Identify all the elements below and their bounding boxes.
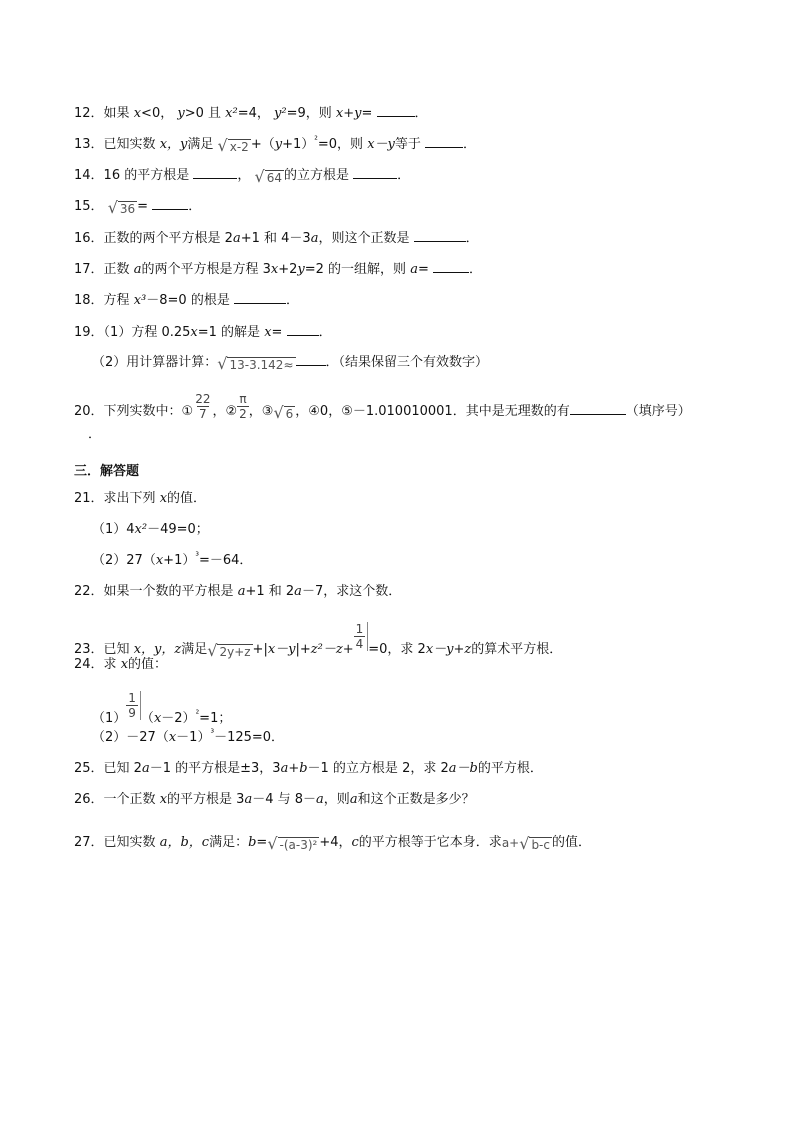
question-number: 14． xyxy=(74,168,104,183)
superscript: ² xyxy=(195,709,200,720)
answer-blank[interactable] xyxy=(433,260,469,273)
text: ． xyxy=(285,293,299,308)
var-x: x xyxy=(264,325,272,340)
text: ． xyxy=(463,137,477,152)
fraction-22-7 xyxy=(193,392,212,421)
text: 已知实数 xyxy=(103,835,156,850)
var-x-cubed: x³ xyxy=(133,293,147,308)
var-a: a xyxy=(232,231,241,246)
answer-blank[interactable] xyxy=(234,291,286,304)
text: 16 的平方根是 xyxy=(103,168,190,183)
answer-blank[interactable] xyxy=(152,197,188,210)
denominator: 4 xyxy=(355,637,364,651)
text: =2 的一组解，则 xyxy=(304,262,407,277)
text: 满足 xyxy=(181,642,208,657)
expr-z-squared: z²－z+ xyxy=(310,642,354,657)
text: 已知实数 xyxy=(103,137,156,152)
text: （ xyxy=(140,711,154,726)
question-24 xyxy=(74,656,167,674)
text: 如果一个数的平方根是 xyxy=(103,584,234,599)
text: （2）27（ xyxy=(92,553,156,568)
question-16 xyxy=(74,229,479,248)
text: 已知 xyxy=(103,642,130,657)
sqrt-formula: √ b-c xyxy=(519,834,550,853)
var-b: b xyxy=(248,835,257,850)
text: ． xyxy=(414,106,428,121)
var-x: x xyxy=(159,792,168,807)
text: －1 的立方根是 2，求 2 xyxy=(307,761,449,776)
text: =0，求 2 xyxy=(368,642,426,657)
question-21-part1 xyxy=(92,521,209,539)
text: 的平方根． xyxy=(477,761,543,776)
question-24-part1 xyxy=(92,691,232,728)
radicand: 13-3.142≈ xyxy=(229,358,294,372)
text: 的立方根是 xyxy=(284,168,350,183)
var-c: c xyxy=(351,835,359,850)
sqrt-formula: √ 64 xyxy=(254,167,283,186)
numerator: 1 xyxy=(355,622,364,636)
question-number: 12． xyxy=(74,106,104,121)
question-number: 19． xyxy=(74,325,104,340)
var-xyz: x，y，z xyxy=(133,642,182,657)
answer-blank[interactable] xyxy=(296,353,326,366)
text: 的平方根等于它本身．求 xyxy=(358,835,502,850)
question-20 xyxy=(74,392,691,421)
text: ． xyxy=(88,427,102,442)
text: 一个正数 xyxy=(103,792,156,807)
var-a: a xyxy=(349,792,358,807)
var-x: x xyxy=(159,491,168,506)
denominator: 2 xyxy=(239,407,247,421)
question-21-part2 xyxy=(92,552,252,570)
text: 下列实数中：① xyxy=(103,404,194,419)
question-number: 21． xyxy=(74,491,104,506)
text: －1） xyxy=(176,730,211,745)
expr-x-plus-y: x+y xyxy=(335,106,362,121)
text: －7，求这个数． xyxy=(301,584,402,599)
text: 正数的两个平方根是 2 xyxy=(103,231,233,246)
var-a: a xyxy=(244,792,253,807)
question-number: 24． xyxy=(74,657,104,672)
text: 满足 xyxy=(187,137,214,152)
text: =－64． xyxy=(198,553,253,568)
question-14 xyxy=(74,166,410,185)
text: 的值： xyxy=(128,657,168,672)
var-a: a xyxy=(310,231,319,246)
text: ，③ xyxy=(248,404,274,419)
var-y: y xyxy=(177,106,185,121)
expr-a-minus-b: a－b xyxy=(448,761,478,776)
var-x: x xyxy=(155,553,164,568)
text: 的值． xyxy=(167,491,207,506)
sqrt-formula: √ 36 xyxy=(107,198,136,217)
text: （2）用计算器计算： xyxy=(92,355,218,370)
var-x: x xyxy=(270,262,279,277)
question-24-part2 xyxy=(92,729,284,747)
text: =9，则 xyxy=(286,106,332,121)
var-y: y xyxy=(274,137,283,152)
sqrt-formula: √ -(a-3)² xyxy=(267,834,318,853)
question-number: 20． xyxy=(74,404,104,419)
expr-a-plus-b: a+b xyxy=(280,761,308,776)
text: ． xyxy=(397,168,411,183)
text: 等于 xyxy=(394,137,421,152)
var-x: x xyxy=(190,325,198,340)
text: 已知 2 xyxy=(103,761,142,776)
answer-blank[interactable] xyxy=(414,229,466,242)
numerator: π xyxy=(239,392,247,406)
text: 和这个正数是多少？ xyxy=(357,792,475,807)
question-12 xyxy=(74,104,428,123)
text: =1； xyxy=(199,711,232,726)
text: －4 与 8－ xyxy=(252,792,317,807)
text: +| xyxy=(252,642,268,657)
text: 求出下列 xyxy=(103,491,156,506)
expr-x-minus-y: x－y xyxy=(367,137,395,152)
superscript: ² xyxy=(314,135,318,146)
superscript: ³ xyxy=(210,728,215,739)
expr-x-minus-y: x－y xyxy=(267,642,296,657)
text: －49=0； xyxy=(147,522,209,537)
text: =0，则 xyxy=(317,137,364,152)
text: <0， xyxy=(141,106,174,121)
radicand: 64 xyxy=(266,171,283,185)
text: +（ xyxy=(250,137,275,152)
text: = xyxy=(271,325,283,340)
expr-2x-y-z: x－y+z xyxy=(425,642,472,657)
answer-blank[interactable] xyxy=(425,135,463,148)
var-a: a xyxy=(133,262,142,277)
question-27 xyxy=(74,834,591,852)
question-number: 16． xyxy=(74,231,104,246)
answer-blank[interactable] xyxy=(353,166,397,179)
answer-blank[interactable] xyxy=(287,323,319,336)
var-x: x xyxy=(168,730,177,745)
var-abc: a，b，c xyxy=(159,835,210,850)
question-number: 17． xyxy=(74,262,104,277)
denominator: 9 xyxy=(128,706,136,720)
question-22 xyxy=(74,583,401,601)
radicand: x-2 xyxy=(229,140,249,154)
text: +4， xyxy=(319,835,352,850)
question-25 xyxy=(74,760,543,778)
fraction-pi-2 xyxy=(237,392,249,421)
question-number: 26． xyxy=(74,792,104,807)
text: ．（结果保留三个有效数字） xyxy=(325,355,489,370)
text: 方程 xyxy=(103,293,130,308)
var-x-squared: x² xyxy=(225,106,238,121)
text: 如果 xyxy=(103,106,130,121)
text: +1） xyxy=(282,137,315,152)
question-number: 18． xyxy=(74,293,104,308)
var-xy: x，y xyxy=(159,137,188,152)
text: 的两个平方根是方程 3 xyxy=(141,262,271,277)
text: －125=0． xyxy=(214,730,285,745)
fraction-1-4 xyxy=(354,622,369,651)
radicand: 2y+z xyxy=(219,645,251,659)
var-x: x xyxy=(120,657,129,672)
question-17 xyxy=(74,260,482,279)
answer-blank[interactable] xyxy=(570,402,626,415)
text: 正数 xyxy=(103,262,130,277)
question-23 xyxy=(74,622,563,660)
text: 满足： xyxy=(209,835,249,850)
text: （1）方程 0.25 xyxy=(103,325,191,340)
question-18 xyxy=(74,291,299,310)
numerator: 22 xyxy=(195,392,211,406)
text: ，④0，⑤－1.010010001．其中是无理数的有 xyxy=(295,404,570,419)
answer-blank[interactable] xyxy=(377,104,415,117)
sqrt-formula: √ 2y+z xyxy=(207,641,251,660)
text: +1） xyxy=(163,553,196,568)
text: 求 xyxy=(103,657,117,672)
text: 的算术平方根． xyxy=(471,642,563,657)
question-number: 27． xyxy=(74,835,104,850)
text: ，② xyxy=(212,404,238,419)
var-x: x xyxy=(153,711,162,726)
text: |+ xyxy=(295,642,311,657)
var-x: x xyxy=(133,106,142,121)
question-number: 23． xyxy=(74,642,104,657)
text: （1）4 xyxy=(92,522,135,537)
text: =4， xyxy=(237,106,270,121)
denominator: 7 xyxy=(199,407,207,421)
var-a: a xyxy=(294,584,302,599)
section-heading: 三．解答题 xyxy=(74,464,140,479)
text: +1 和 4－3 xyxy=(240,231,311,246)
fraction-1-9 xyxy=(126,691,141,720)
superscript: ³ xyxy=(195,551,199,562)
question-19 xyxy=(74,323,332,342)
var-a: a xyxy=(237,584,246,599)
text: 的平方根是 3 xyxy=(167,792,245,807)
text: －8=0 的根是 xyxy=(146,293,230,308)
question-26 xyxy=(74,791,475,809)
question-number: 15． xyxy=(74,199,104,214)
text: ，则这个正数是 xyxy=(318,231,410,246)
var-y-squared: y² xyxy=(274,106,287,121)
text: = xyxy=(417,262,429,277)
text: （填序号） xyxy=(625,404,691,419)
text: >0 且 xyxy=(184,106,222,121)
text: = xyxy=(256,835,268,850)
question-number: 22． xyxy=(74,584,104,599)
text: = xyxy=(137,199,149,214)
var-a: a xyxy=(410,262,418,277)
question-20-end xyxy=(88,426,101,444)
text: ，则 xyxy=(323,792,350,807)
sqrt-formula: √ 13-3.142≈ xyxy=(217,354,294,373)
text: = xyxy=(361,106,373,121)
text: ． xyxy=(465,231,479,246)
var-a: a xyxy=(316,792,324,807)
radicand: b-c xyxy=(531,838,550,852)
text: ． xyxy=(188,199,202,214)
question-19-part2 xyxy=(92,353,488,372)
question-15 xyxy=(74,197,201,216)
question-number: 25． xyxy=(74,761,104,776)
text: ． xyxy=(318,325,332,340)
text: （1） xyxy=(92,711,127,726)
var-y: y xyxy=(297,262,305,277)
sqrt-formula: √ x-2 xyxy=(217,136,249,155)
radicand: -(a-3)² xyxy=(279,838,318,852)
text: ， xyxy=(237,168,251,183)
numerator: 1 xyxy=(128,691,136,705)
var-a: a xyxy=(141,761,150,776)
question-number: 13． xyxy=(74,137,104,152)
text: =1 的解是 xyxy=(197,325,261,340)
expr-a-plus: a+ xyxy=(501,836,520,850)
text: －1 的平方根是±3，3 xyxy=(149,761,281,776)
question-13 xyxy=(74,135,476,154)
text: （2）－27（ xyxy=(92,730,169,745)
var-x-squared: x² xyxy=(134,522,148,537)
radicand: 36 xyxy=(119,202,136,216)
text: +1 和 2 xyxy=(245,584,295,599)
radicand: 6 xyxy=(285,407,294,421)
text: +2 xyxy=(278,262,298,277)
text: －2） xyxy=(161,711,196,726)
sqrt-formula: √ 6 xyxy=(273,403,294,422)
text: ． xyxy=(469,262,483,277)
answer-blank[interactable] xyxy=(193,166,237,179)
text: 的值． xyxy=(551,835,591,850)
question-21 xyxy=(74,490,206,508)
